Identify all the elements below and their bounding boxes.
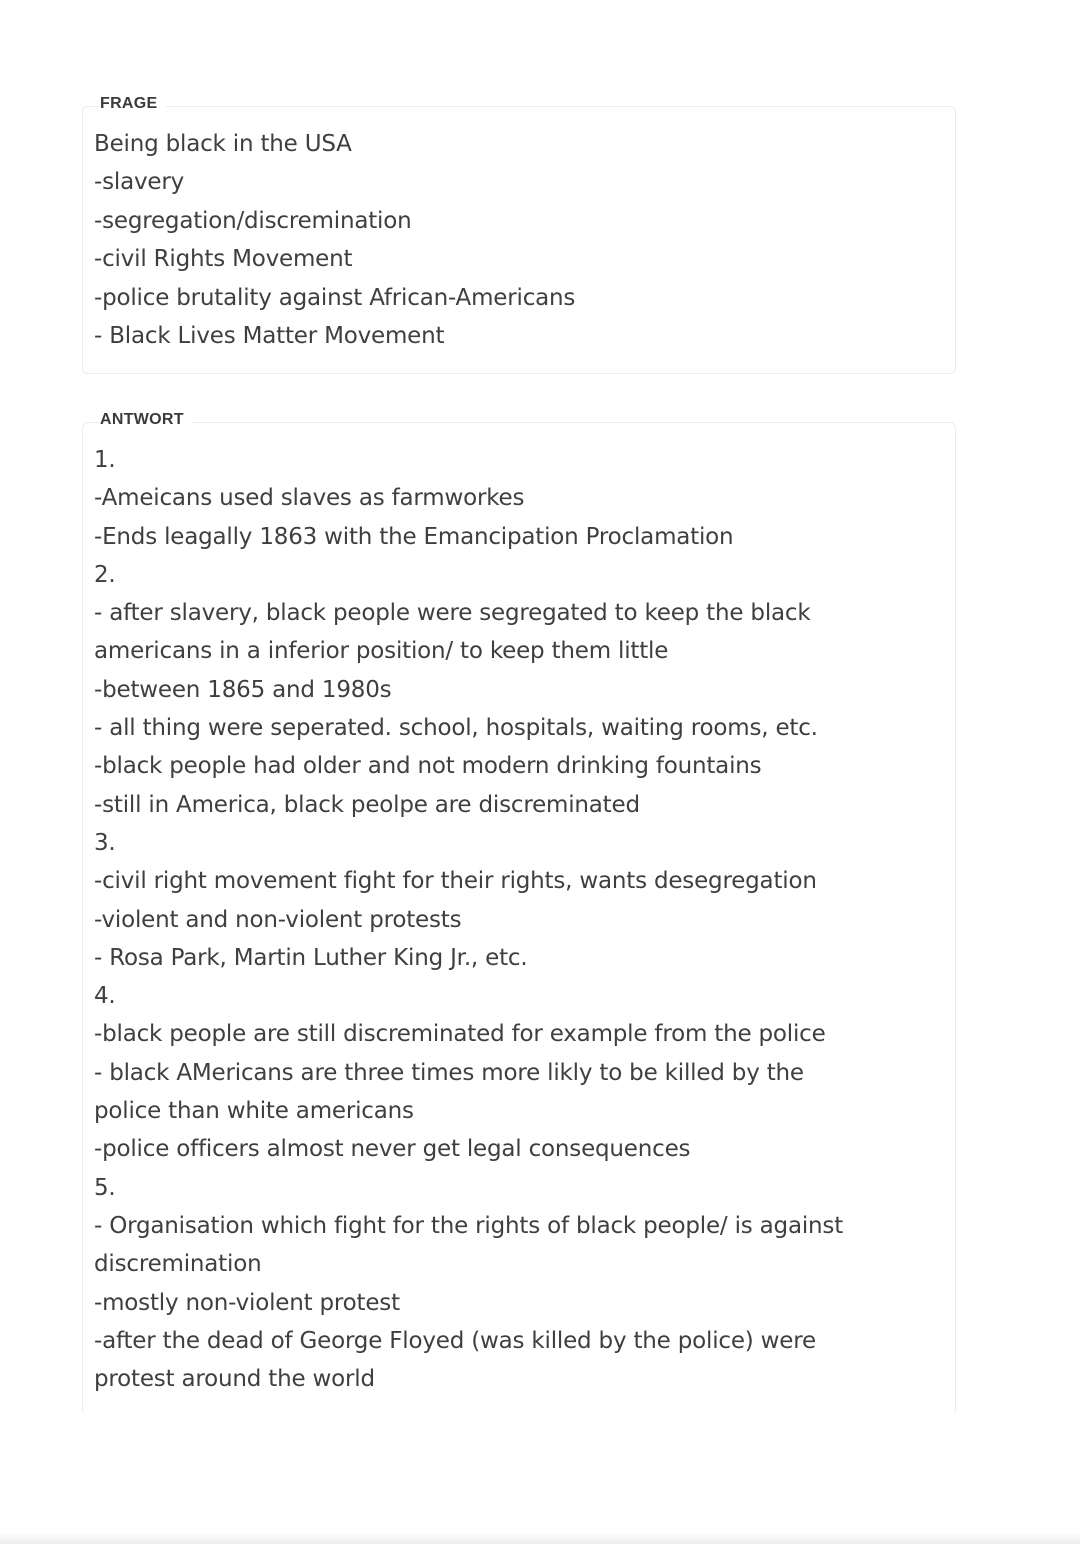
answer-line: -civil right movement fight for their rights, wants desegregation (94, 868, 817, 895)
answer-line: -black people had older and not modern drinking fountains (94, 753, 762, 780)
page-bottom-edge (0, 1532, 1080, 1544)
answer-line: -black people are still discreminated for example from the police (94, 1021, 826, 1048)
answer-line: -mostly non-violent protest (94, 1289, 400, 1316)
answer-line: -still in America, black peolpe are discreminated (94, 791, 640, 818)
answer-line: -between 1865 and 1980s (94, 676, 392, 703)
answer-line: police than white americans (94, 1098, 414, 1125)
answer-line: americans in a inferior position/ to keep them little (94, 638, 669, 665)
answer-line: -police officers almost never get legal consequences (94, 1136, 691, 1163)
answer-label: ANTWORT (100, 411, 192, 429)
answer-line: -after the dead of George Floyed (was killed by the police) were (94, 1327, 816, 1354)
answer-line: discremination (94, 1251, 262, 1278)
answer-line: - black AMericans are three times more likly to be killed by the (94, 1059, 804, 1086)
answer-line: 5. (94, 1174, 116, 1201)
question-line: -police brutality against African-Americans (94, 284, 576, 311)
answer-line: - all thing were seperated. school, hospitals, waiting rooms, etc. (94, 715, 818, 742)
answer-line: -violent and non-violent protests (94, 906, 462, 933)
answer-line: 4. (94, 983, 116, 1010)
answer-line: 3. (94, 829, 116, 856)
question-line: -slavery (94, 169, 184, 196)
answer-line: protest around the world (94, 1366, 375, 1393)
answer-line: - after slavery, black people were segregated to keep the black (94, 600, 811, 627)
question-label: FRAGE (100, 95, 166, 113)
answer-line: - Organisation which fight for the rights of black people/ is against (94, 1212, 844, 1239)
question-line: -segregation/discremination (94, 207, 412, 234)
question-line: - Black Lives Matter Movement (94, 322, 445, 349)
answer-line: -Ameicans used slaves as farmworkes (94, 485, 525, 512)
answer-body (94, 441, 843, 1398)
answer-line: 1. (94, 447, 116, 473)
question-line: Being black in the USA (94, 131, 352, 157)
question-body (94, 125, 575, 355)
answer-line: -Ends leagally 1863 with the Emancipation Proclamation (94, 523, 734, 550)
answer-line: - Rosa Park, Martin Luther King Jr., etc. (94, 944, 528, 971)
question-line: -civil Rights Movement (94, 246, 353, 273)
answer-line: 2. (94, 561, 116, 588)
